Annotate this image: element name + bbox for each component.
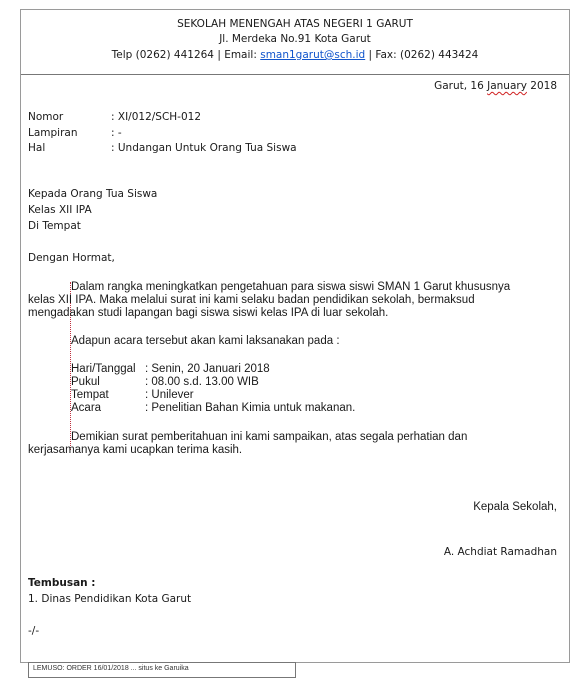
body-para3-line1: Demikian surat pemberitahuan ini kami sampaikan, atas segala perhatian dan	[71, 431, 468, 443]
body-para1-line2: kelas XII IPA. Maka melalui surat ini kami selaku badan pendidikan sekolah, bermaksud	[28, 294, 475, 306]
cc-title: Tembusan :	[28, 577, 96, 589]
letter-date: Garut, 16 January 2018	[434, 80, 557, 92]
signature-title: Kepala Sekolah,	[473, 501, 557, 513]
detail-pukul: Pukul : 08.00 s.d. 13.00 WIB	[71, 376, 259, 388]
detail-acara: Acara : Penelitian Bahan Kimia untuk makanan.	[71, 402, 356, 414]
contact-fax: | Fax: (0262) 443424	[365, 49, 479, 61]
detail-tempat: Tempat : Unilever	[71, 389, 194, 401]
school-name: SEKOLAH MENENGAH ATAS NEGERI 1 GARUT	[177, 18, 413, 30]
recipient-line-3: Di Tempat	[28, 220, 81, 232]
closing-mark: -/-	[28, 625, 40, 637]
contact-phone: Telp (0262) 441264 | Email:	[111, 49, 261, 61]
header-divider	[21, 74, 569, 75]
school-contact	[21, 49, 569, 61]
body-para1-line3: mengadakan studi lapangan bagi siswa siswi kelas IPA di luar sekolah.	[28, 307, 389, 319]
meta-nomor: Nomor : XI/012/SCH-012	[28, 111, 202, 123]
meta-hal: Hal : Undangan Untuk Orang Tua Siswa	[28, 142, 297, 154]
body-para1-line1: Dalam rangka meningkatkan pengetahuan para siswa siswi SMAN 1 Garut khususnya	[71, 281, 511, 293]
email-link[interactable]: sman1garut@sch.id	[260, 49, 366, 61]
detail-hari: Hari/Tanggal : Senin, 20 Januari 2018	[71, 363, 270, 375]
footer-caption: LEMUSO: ORDER 16/01/2018 ... situs ke Garuika	[28, 662, 296, 678]
recipient-line-2: Kelas XII IPA	[28, 204, 92, 216]
school-address: Jl. Merdeka No.91 Kota Garut	[219, 33, 371, 45]
greeting: Dengan Hormat,	[28, 252, 115, 264]
body-para2: Adapun acara tersebut akan kami laksanakan pada :	[71, 335, 340, 347]
meta-lampiran: Lampiran : -	[28, 127, 122, 139]
body-para3-line2: kerjasamanya kami ucapkan terima kasih.	[28, 444, 243, 456]
recipient-line-1: Kepada Orang Tua Siswa	[28, 188, 158, 200]
cc-item-1: 1. Dinas Pendidikan Kota Garut	[28, 593, 192, 605]
signature-name: A. Achdiat Ramadhan	[443, 546, 557, 558]
letter-page	[20, 9, 570, 663]
